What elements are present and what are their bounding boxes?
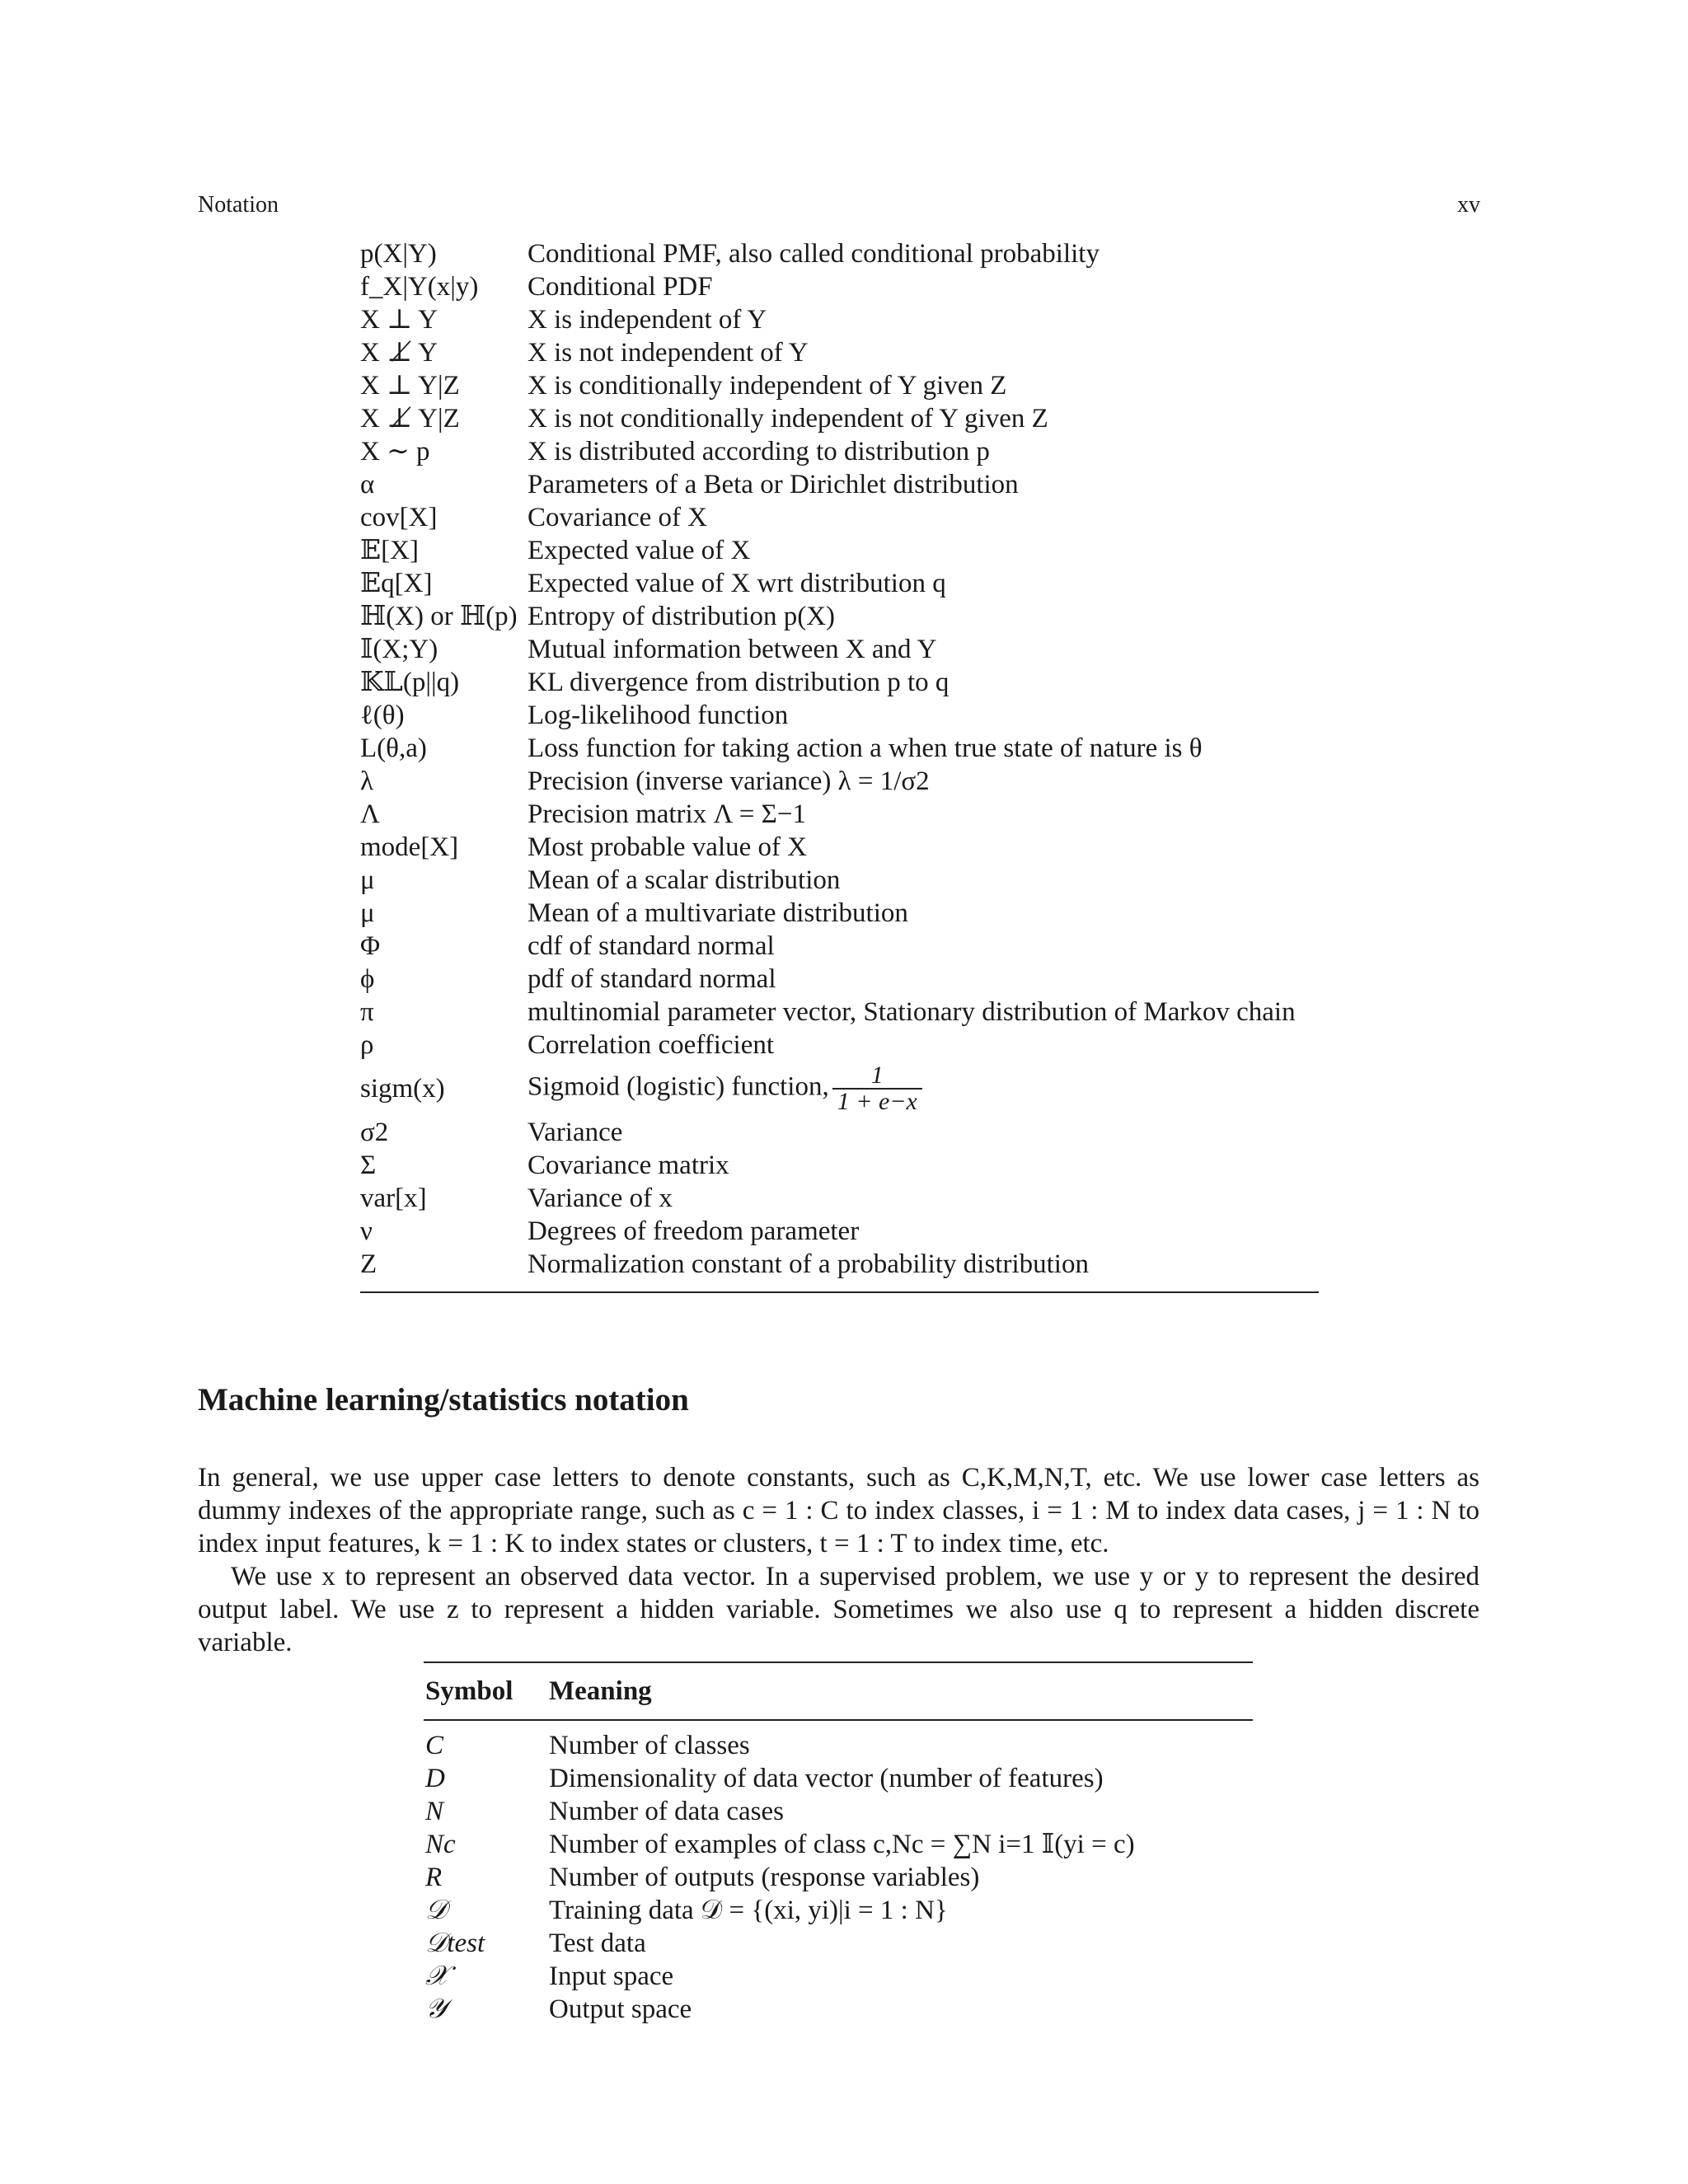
symbol-cell: ϕ (360, 964, 375, 994)
table-header-row (424, 1663, 1253, 1719)
header-symbol: Symbol (425, 1675, 513, 1706)
paragraph-2: We use x to represent an observed data vector. In a supervised problem, we use y or y to represent the desired output label. We use z to represent a hidden variable. Sometimes we also use q to represent a hidden discrete variable. (198, 1562, 1479, 1657)
meaning-cell (528, 996, 1319, 1029)
table-row (360, 369, 1319, 402)
symbol-cell: 𝒟 (425, 1896, 448, 1925)
symbol-cell: R (425, 1863, 443, 1892)
symbol-cell: D (425, 1764, 445, 1793)
meaning-text: Conditional PMF, also called conditional probability (528, 239, 1100, 269)
symbol-cell: Σ (360, 1151, 377, 1180)
meaning-cell (528, 765, 1319, 798)
meaning-cell (528, 369, 1319, 402)
table-row (424, 1729, 1253, 1762)
symbol-cell: Z (360, 1249, 377, 1279)
table-row (360, 501, 1319, 534)
meaning-cell: Dimensionality of data vector (number of features) (549, 1764, 1104, 1793)
meaning-cell (528, 831, 1319, 864)
symbol-cell: 𝔼[X] (360, 536, 419, 565)
symbol-cell: ρ (360, 1030, 374, 1060)
meaning-cell (528, 699, 1319, 732)
meaning-text: Variance of x (528, 1183, 673, 1213)
meaning-text: Loss function for taking action a when true state of nature is θ (528, 733, 1203, 763)
symbol-cell: λ (360, 766, 374, 796)
meaning-text: X is conditionally independent of Y given Z (528, 371, 1007, 401)
symbol-cell: σ2 (360, 1118, 389, 1147)
fraction-denominator: 1 + e−x (832, 1088, 922, 1114)
symbol-cell: X ⊥ Y|Z (360, 371, 460, 401)
meaning-text: Most probable value of X (528, 832, 808, 862)
meaning-cell (528, 633, 1319, 666)
symbol-cell: X ⊥̸ Y (360, 338, 438, 368)
meaning-cell: Number of data cases (549, 1797, 784, 1826)
notation-table-continued (360, 237, 1319, 1281)
meaning-text: Conditional PDF (528, 272, 713, 302)
table-row (360, 699, 1319, 732)
table-row (360, 633, 1319, 666)
meaning-cell: Number of outputs (response variables) (549, 1863, 980, 1892)
symbol-cell: sigm(x) (360, 1074, 445, 1104)
table-row (360, 666, 1319, 699)
meaning-cell (528, 1063, 1319, 1114)
paragraph-1: In general, we use upper case letters to denote constants, such as C,K,M,N,T, etc. We use lower case letters as dummy indexes of the appropriate range, such as c = 1 : C to index classes, i = 1 : M to index data cases, j = 1 : N to index input features, k = 1 : K to index states or clusters, t = 1 : T to index time, etc. (198, 1463, 1479, 1558)
meaning-text: Precision (inverse variance) λ = 1/σ2 (528, 766, 930, 796)
meaning-text: cdf of standard normal (528, 931, 775, 961)
symbol-cell: X ∼ p (360, 437, 430, 466)
symbol-cell: ν (360, 1216, 373, 1246)
meaning-cell (528, 270, 1319, 303)
meaning-cell (528, 435, 1319, 468)
meaning-text: Mean of a scalar distribution (528, 865, 841, 895)
symbol-cell: cov[X] (360, 503, 438, 532)
meaning-cell: Input space (549, 1961, 674, 1991)
meaning-cell: Output space (549, 1994, 692, 2024)
meaning-cell (528, 1116, 1319, 1149)
meaning-cell (528, 402, 1319, 435)
running-header-left: Notation (198, 192, 279, 218)
section-title: Machine learning/statistics notation (198, 1382, 689, 1418)
table-row (360, 336, 1319, 369)
fraction-numerator: 1 (870, 1062, 884, 1089)
symbol-cell: X ⊥̸ Y|Z (360, 404, 460, 434)
symbol-cell: 𝒴 (425, 1994, 447, 2024)
symbol-cell: 𝔼q[X] (360, 569, 433, 598)
table-row (360, 237, 1319, 270)
symbol-cell: N (425, 1797, 444, 1826)
meaning-cell (528, 237, 1319, 270)
symbol-cell: f_X|Y(x|y) (360, 272, 479, 302)
meaning-text: Covariance of X (528, 503, 708, 532)
table-row (360, 1182, 1319, 1215)
symbol-cell: Nc (425, 1830, 456, 1859)
table-row (360, 864, 1319, 897)
table-row (360, 765, 1319, 798)
meaning-cell (528, 1182, 1319, 1215)
table-row (360, 303, 1319, 336)
table-row (360, 600, 1319, 633)
table-body (424, 1729, 1253, 2026)
table-row (424, 1795, 1253, 1828)
page-number: xv (1457, 192, 1480, 218)
meaning-cell: Training data 𝒟 = {(xi, yi)|i = 1 : N} (549, 1896, 948, 1925)
meaning-cell (528, 600, 1319, 633)
table-bottom-rule (360, 1291, 1319, 1293)
header-meaning: Meaning (549, 1675, 652, 1706)
meaning-cell (528, 930, 1319, 963)
table-row (360, 402, 1319, 435)
symbol-cell: C (425, 1731, 444, 1760)
meaning-text: Precision matrix Λ = Σ−1 (528, 799, 806, 829)
meaning-cell (528, 501, 1319, 534)
symbol-cell: L(θ,a) (360, 733, 427, 763)
table-row (360, 996, 1319, 1029)
meaning-text: Covariance matrix (528, 1151, 729, 1180)
symbol-cell: mode[X] (360, 832, 459, 862)
table-row (360, 270, 1319, 303)
table-row (424, 1894, 1253, 1927)
table-row (360, 798, 1319, 831)
meaning-cell (528, 1029, 1319, 1062)
meaning-text: X is independent of Y (528, 305, 767, 335)
meaning-text: Sigmoid (logistic) function, (528, 1071, 829, 1102)
table-row (424, 1828, 1253, 1861)
table-row (360, 534, 1319, 567)
table-row (360, 1248, 1319, 1281)
table-row (360, 1062, 1319, 1116)
table-row (360, 732, 1319, 765)
symbol-cell: Λ (360, 799, 380, 829)
meaning-text: Degrees of freedom parameter (528, 1216, 860, 1246)
meaning-text: Correlation coefficient (528, 1030, 775, 1060)
meaning-text: KL divergence from distribution p to q (528, 668, 950, 697)
meaning-cell: Test data (549, 1929, 646, 1958)
table-row (360, 1215, 1319, 1248)
symbol-cell: μ (360, 865, 375, 895)
meaning-text: Mutual information between X and Y (528, 635, 937, 664)
symbol-cell: 𝕀(X;Y) (360, 635, 438, 664)
meaning-cell: Number of examples of class c,Nc = ∑N i=1 𝕀(yi = c) (549, 1830, 1135, 1859)
meaning-cell (528, 1248, 1319, 1281)
meaning-cell (528, 1215, 1319, 1248)
meaning-cell (528, 336, 1319, 369)
table-row (360, 567, 1319, 600)
meaning-cell (528, 897, 1319, 930)
symbol-cell: 𝒳 (425, 1961, 449, 1991)
table-row (424, 1927, 1253, 1960)
table-row (424, 1861, 1253, 1894)
meaning-text: multinomial parameter vector, Stationary distribution of Markov chain (528, 997, 1296, 1027)
meaning-cell (528, 1149, 1319, 1182)
meaning-text: Normalization constant of a probability distribution (528, 1249, 1089, 1279)
table-row (360, 963, 1319, 996)
meaning-text: Variance (528, 1118, 623, 1147)
meaning-text: X is distributed according to distribution p (528, 437, 990, 466)
meaning-text: X is not independent of Y (528, 338, 809, 368)
symbol-cell: var[x] (360, 1183, 427, 1213)
meaning-cell (528, 567, 1319, 600)
symbol-cell: 𝒟test (425, 1929, 485, 1958)
symbol-cell: μ (360, 898, 375, 928)
symbol-cell: X ⊥ Y (360, 305, 438, 335)
meaning-cell (528, 666, 1319, 699)
meaning-text: pdf of standard normal (528, 964, 776, 994)
table-row (360, 1149, 1319, 1182)
table-row (360, 1029, 1319, 1062)
meaning-text: Expected value of X wrt distribution q (528, 569, 946, 598)
meaning-cell (528, 864, 1319, 897)
table-row (424, 1993, 1253, 2026)
table-row (360, 435, 1319, 468)
table-row (360, 897, 1319, 930)
meaning-cell (528, 798, 1319, 831)
table-row (360, 468, 1319, 501)
table-row (360, 930, 1319, 963)
symbol-cell: π (360, 997, 374, 1027)
sigmoid-fraction (832, 1063, 922, 1114)
symbol-cell: α (360, 470, 375, 499)
table-row (360, 831, 1319, 864)
meaning-text: Mean of a multivariate distribution (528, 898, 908, 928)
symbol-cell: 𝕂𝕃(p||q) (360, 668, 460, 697)
meaning-text: Parameters of a Beta or Dirichlet distribution (528, 470, 1019, 499)
meaning-text: X is not conditionally independent of Y given Z (528, 404, 1048, 434)
meaning-cell (528, 732, 1319, 765)
meaning-cell (528, 534, 1319, 567)
table-row (424, 1960, 1253, 1993)
meaning-cell (528, 963, 1319, 996)
meaning-text: Log-likelihood function (528, 701, 789, 730)
table-header-rule (424, 1719, 1253, 1721)
meaning-text: Entropy of distribution p(X) (528, 602, 836, 631)
meaning-text: Expected value of X (528, 536, 751, 565)
table-row (360, 1116, 1319, 1149)
meaning-cell: Number of classes (549, 1731, 750, 1760)
symbol-cell: p(X|Y) (360, 239, 437, 269)
meaning-cell (528, 468, 1319, 501)
symbol-cell: Φ (360, 931, 381, 961)
symbol-cell: ℓ(θ) (360, 701, 405, 730)
meaning-cell (528, 303, 1319, 336)
table-row (424, 1762, 1253, 1795)
symbol-cell: ℍ(X) or ℍ(p) (360, 602, 518, 631)
